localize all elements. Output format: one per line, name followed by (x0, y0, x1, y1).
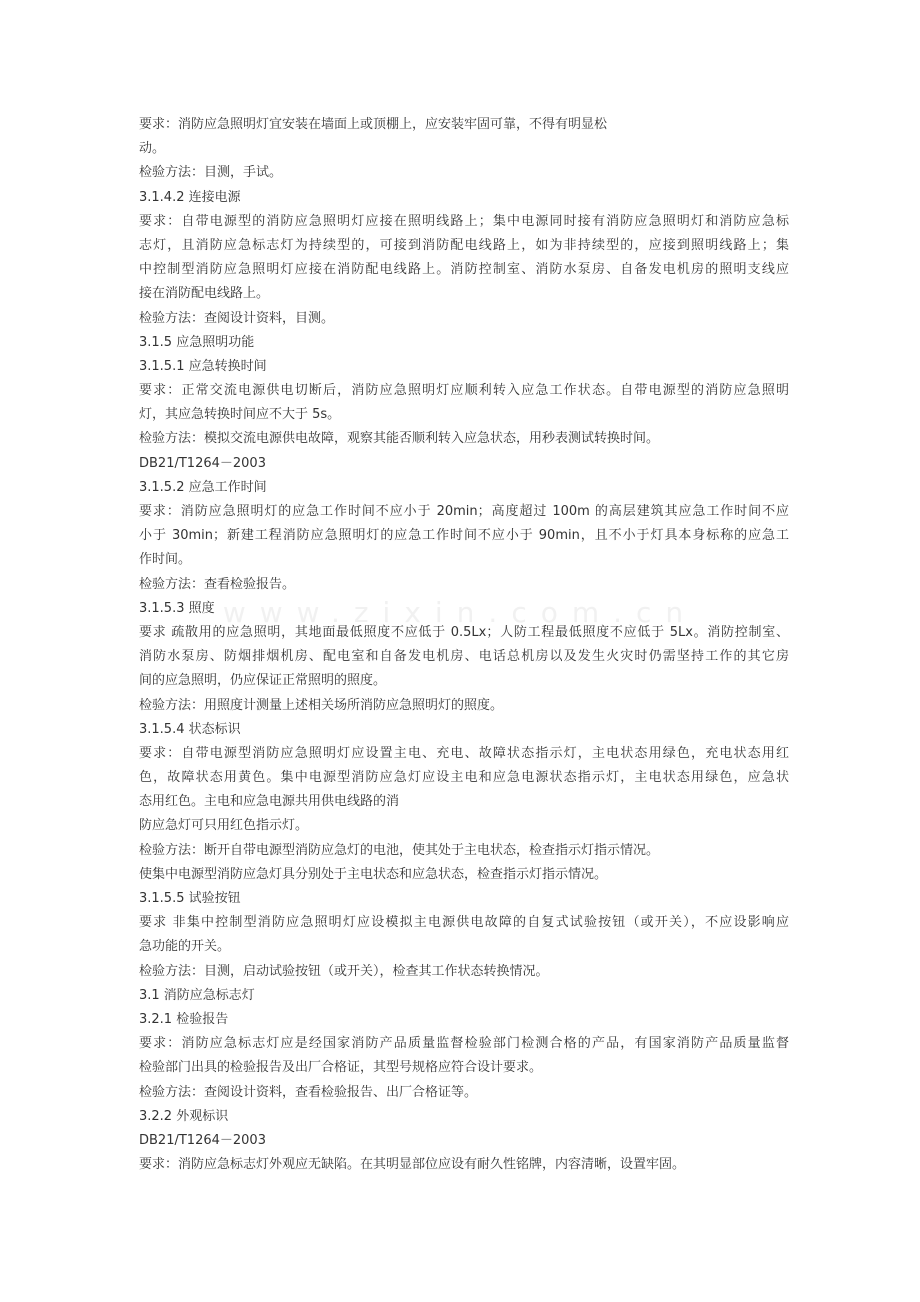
text-line: 态用红色。主电和应急电源共用供电线路的消 (139, 794, 400, 810)
text-line: 要求：消防应急照明灯宜安装在墙面上或顶棚上，应安装牢固可靠，不得有明显松 (139, 117, 608, 132)
text-line: 防应急灯可只用红色指示灯。 (139, 818, 309, 834)
watermark-text: www.zixin.com.cn (222, 596, 698, 629)
text-line: 动。 (139, 141, 166, 157)
document-body (139, 113, 789, 1177)
text-line: 检验方法：目测，启动试验按钮（或开关），检查其工作状态转换情况。 (139, 963, 549, 979)
text-line: 要求：消防应急照明灯的应急工作时间不应小于 20min；高度超过 100m 的高层建筑其应急工作时间不应 (139, 504, 789, 519)
text-line: 中控制型消防应急照明灯应接在消防配电线路上。消防控制室、消防水泵房、自备发电机房的照明支线应 (139, 262, 789, 278)
text-line: 要求：自带电源型消防应急照明灯应设置主电、充电、故障状态指示灯，主电状态用绿色，充电状态用红 (139, 745, 789, 761)
text-line: 3.1 消防应急标志灯 (139, 987, 255, 1003)
text-line: 3.1.5.3 照度 (139, 600, 215, 616)
text-line: 间的应急照明，仍应保证正常照明的照度。 (139, 673, 387, 689)
text-line: 3.1.5.5 试验按钮 (139, 891, 241, 906)
text-line: 接在消防配电线路上。 (139, 286, 270, 302)
text-line: 检验方法：用照度计测量上述相关场所消防应急照明灯的照度。 (139, 697, 504, 713)
text-line: 检验方法：模拟交流电源供电故障，观察其能否顺利转入应急状态，用秒表测试转换时间。 (139, 431, 660, 447)
text-line: 3.1.5.1 应急转换时间 (139, 358, 267, 374)
text-line: 3.1.5.2 应急工作时间 (139, 479, 267, 495)
text-line: 检验方法：目测，手试。 (139, 165, 283, 181)
text-line: 使集中电源型消防应急灯具分别处于主电状态和应急状态，检查指示灯指示情况。 (139, 866, 608, 882)
text-line: 3.1.5.4 状态标识 (139, 721, 241, 737)
text-line: 消防水泵房、防烟排烟机房、配电室和自备发电机房、电话总机房以及发生火灾时仍需坚持工作的其它房 (139, 649, 789, 665)
text-line: 小于 30min；新建工程消防应急照明灯的应急工作时间不应小于 90min，且不小于灯具本身标称的应急工 (139, 528, 789, 544)
text-line: 检验方法：查阅设计资料，目测。 (139, 310, 335, 326)
text-line: 志灯，且消防应急标志灯为持续型的，可接到消防配电线路上，如为非持续型的，应接到照明线路上；集 (139, 237, 789, 253)
text-line: 检验方法：查阅设计资料，查看检验报告、出厂合格证等。 (139, 1084, 478, 1100)
text-line: 急功能的开关。 (139, 939, 231, 955)
text-line: 要求：消防应急标志灯外观应无缺陷。在其明显部位应设有耐久性铭牌，内容清晰，设置牢固。 (139, 1157, 686, 1173)
text-line: 色，故障状态用黄色。集中电源型消防应急灯应设主电和应急电源状态指示灯，主电状态用绿色，应急状 (139, 770, 789, 786)
text-line: DB21/T1264－2003 (139, 1132, 266, 1148)
text-line: 要求 疏散用的应急照明，其地面最低照度不应低于 0.5Lx；人防工程最低照度不应低于 5Lx。消防控制室、 (139, 624, 789, 640)
text-line: 检验方法：断开自带电源型消防应急灯的电池，使其处于主电状态，检查指示灯指示情况。 (139, 842, 660, 858)
text-line: 灯，其应急转换时间应不大于 5s。 (139, 407, 341, 423)
text-line: 3.1.5 应急照明功能 (139, 334, 255, 350)
text-line: 3.2.1 检验报告 (139, 1011, 229, 1027)
text-line: 3.2.2 外观标识 (139, 1108, 229, 1124)
text-line: 作时间。 (139, 552, 192, 568)
text-line: 要求：自带电源型的消防应急照明灯应接在照明线路上；集中电源同时接有消防应急照明灯和消防应急标 (139, 213, 789, 229)
text-line: 要求：正常交流电源供电切断后，消防应急照明灯应顺利转入应急工作状态。自带电源型的消防应急照明 (139, 383, 789, 399)
text-line: 检验方法：查看检验报告。 (139, 576, 296, 592)
text-line: 3.1.4.2 连接电源 (139, 189, 241, 205)
text-line: DB21/T1264－2003 (139, 455, 266, 471)
text-line: 要求：消防应急标志灯应是经国家消防产品质量监督检验部门检测合格的产品，有国家消防产品质量监督 (139, 1036, 789, 1052)
text-line: 检验部门出具的检验报告及出厂合格证，其型号规格应符合设计要求。 (139, 1060, 543, 1076)
text-line: 要求 非集中控制型消防应急照明灯应设模拟主电源供电故障的自复式试验按钮（或开关），不应设影响应 (139, 915, 789, 931)
